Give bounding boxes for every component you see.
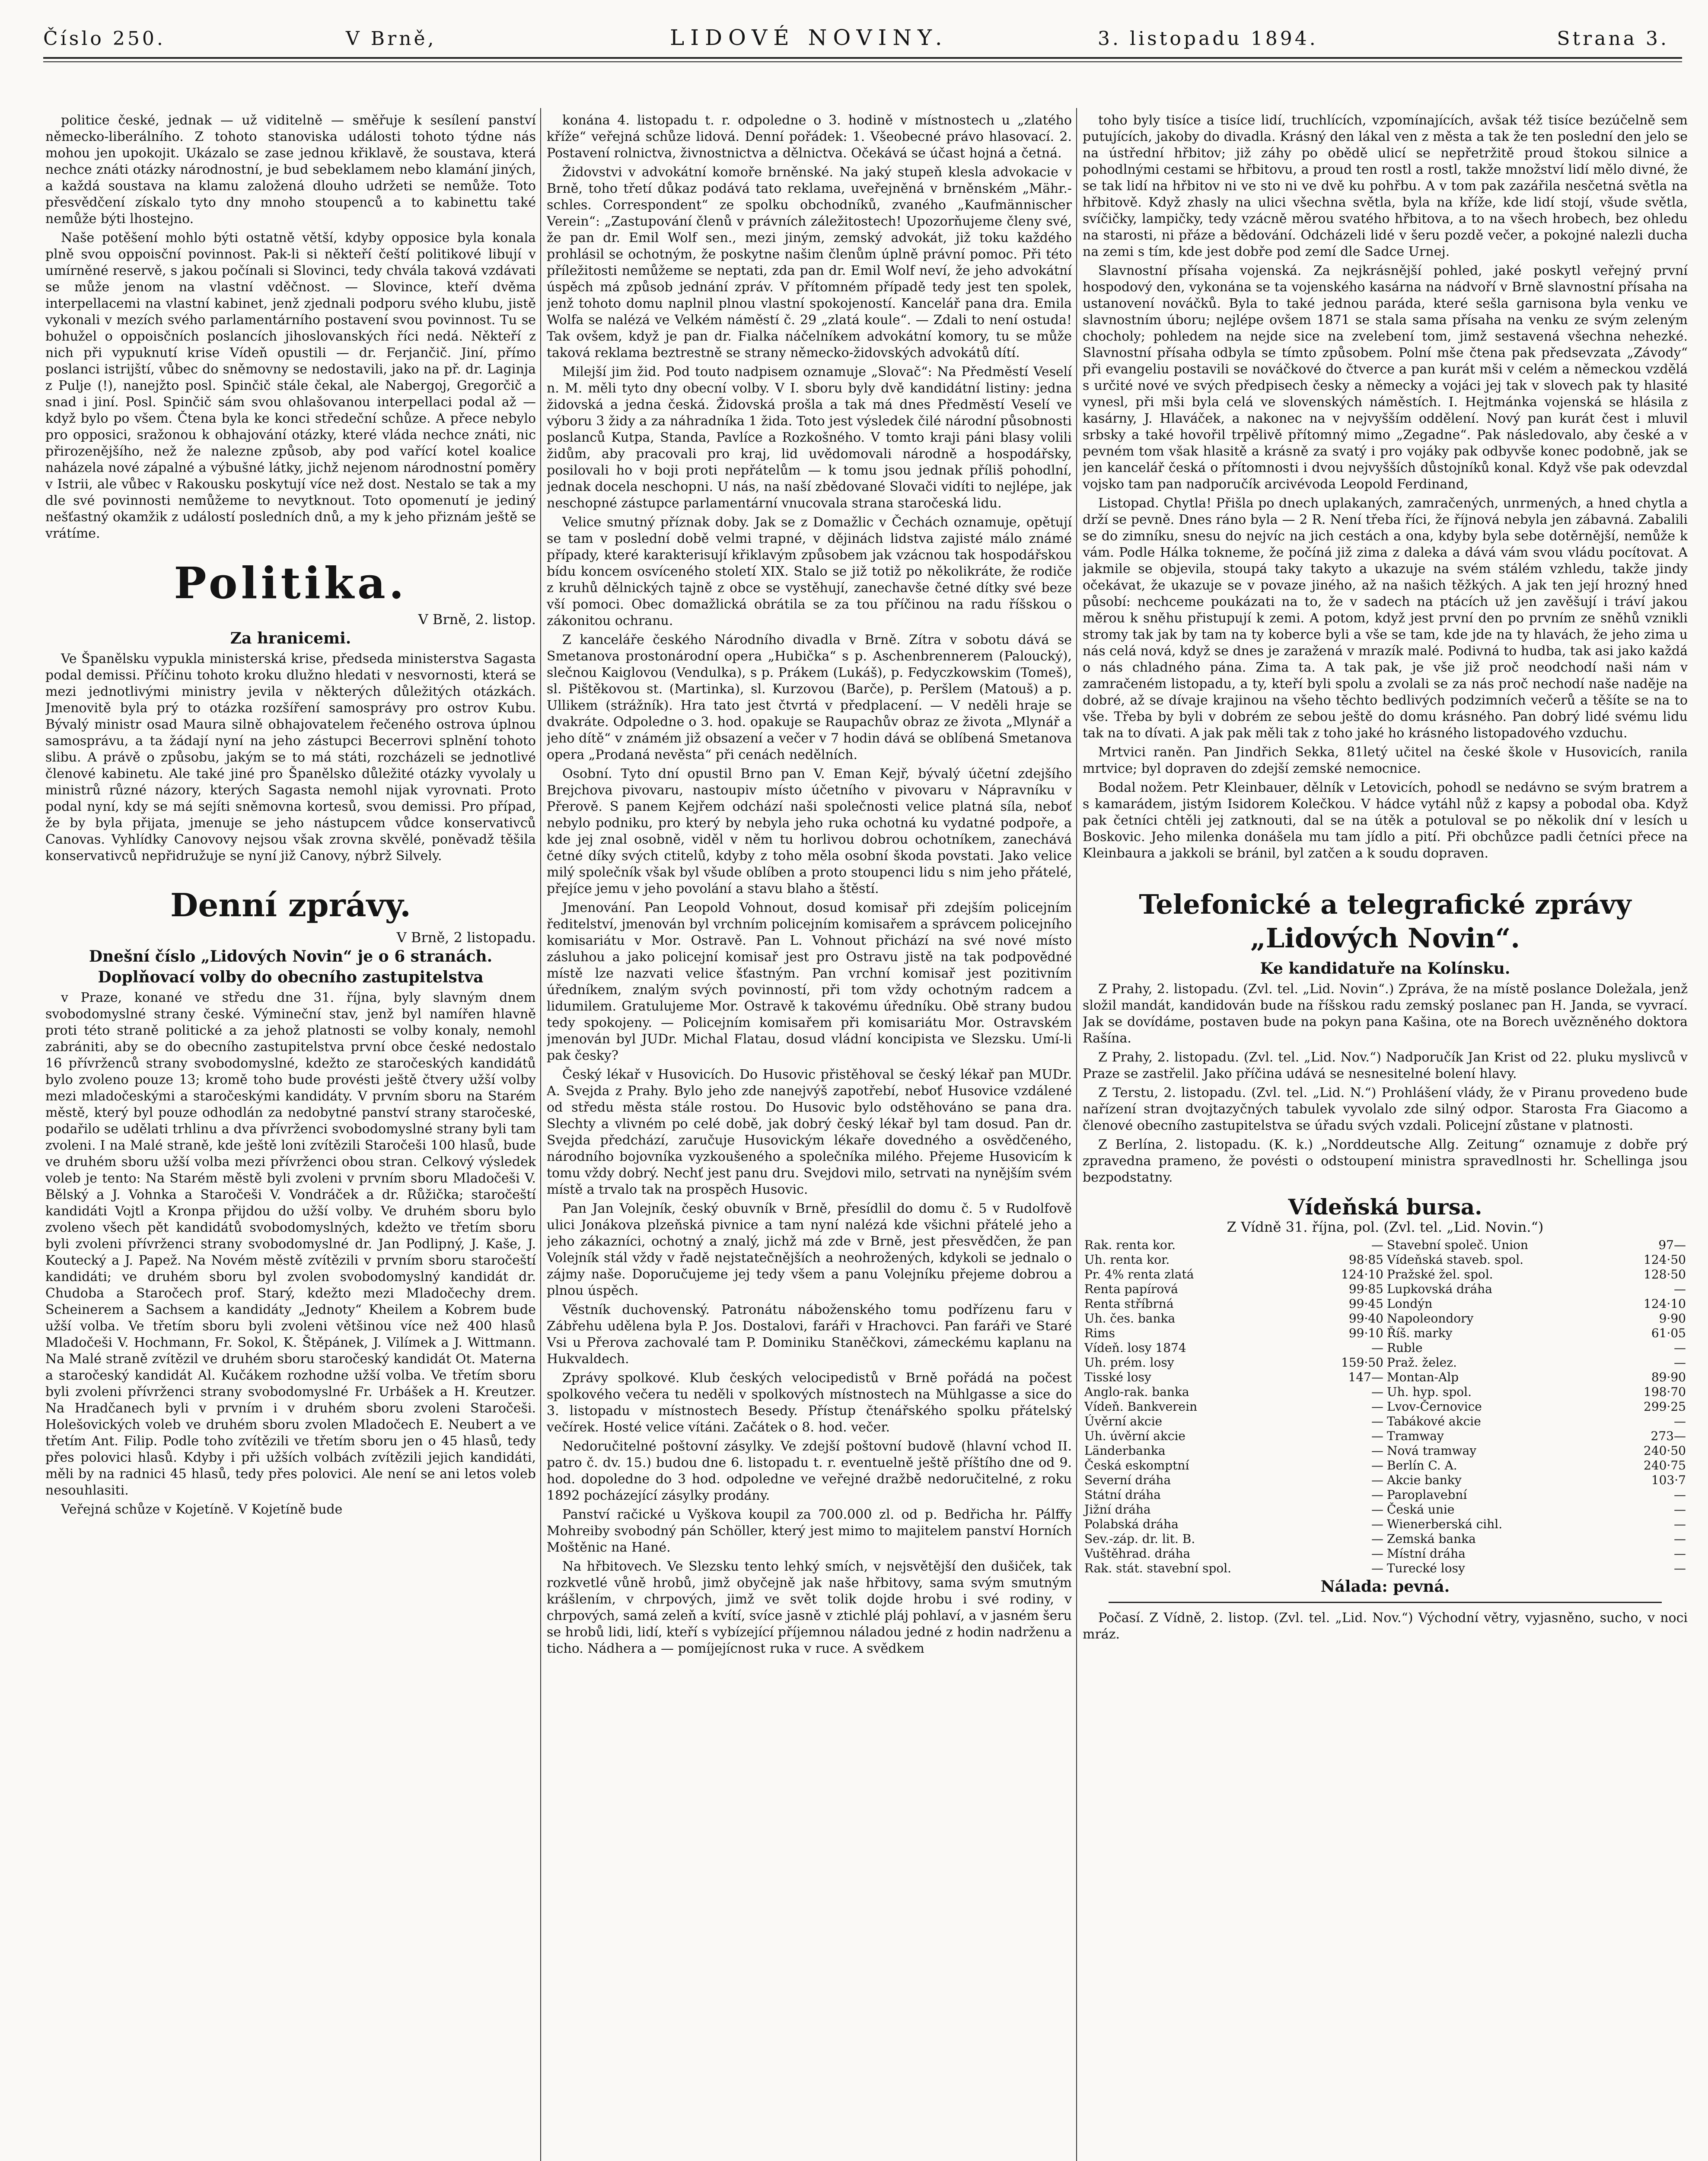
- stock-name: Jižní dráha: [1084, 1502, 1151, 1517]
- stock-value: 128·50: [1644, 1267, 1686, 1281]
- stock-value: 99·85: [1348, 1282, 1383, 1296]
- stock-row: [1083, 1385, 1688, 1399]
- stock-value: 97—: [1658, 1238, 1686, 1252]
- telegram-item: Z Prahy, 2. listopadu. (Zvl. tel. „Lid. Nov.“) Nadporučík Jan Krist od 22. pluku myslivců v Praze se zastřelil. Jako příčina udává se nesnesitelné bolení hlavy.: [1083, 1050, 1688, 1081]
- stock-name: Rak. renta kor.: [1084, 1238, 1176, 1252]
- stock-row: [1083, 1370, 1688, 1385]
- news-item: Velice smutný příznak doby. Jak se z Domažlic v Čechách oznamuje, opětují se tam v poslední době velmi trapné, v dějinách lidstva zajisté málo známé případy, které karakterisují křiklavým způsobem jak vzácnou tak hospodářskou bídu koncem osvíceného století XIX. Stalo se již totiž po několikráte, že rodiče z kruhů dělnických tajně z obce se vystěhují, zanechavše četné dítky své beze vší pomoci. Obec domažlická obrátila se za tou příčinou na radu říšskou o zákonitou ochranu.: [547, 515, 1072, 628]
- stock-name: Vídeň. Bankverein: [1084, 1399, 1198, 1414]
- stock-name: Rak. stát. stavební spol.: [1084, 1561, 1232, 1575]
- stock-name: Praž. želez.: [1386, 1355, 1457, 1370]
- stock-name: Akcie banky: [1386, 1473, 1462, 1487]
- article-paragraph: v Praze, konané ve středu dne 31. října, byly slavným dnem svobodomyslné strany české. Výmineční stav, jenž byl namířen hlavně proti této straně politické a za jehož platnosti se volby konaly, nemohl zabrániti, aby se do obecního zastupitelstva první obce české nedostalo 16 přívrženců strany svobodomyslné, kdežto ze staročeských kandidátů bylo zvoleno pouze 13; kromě toho bude provésti ještě čtvery užší volby mezi mladočeskými a staročeskými kandidáty. V prvním sboru na Starém městě, který byl pouze odhodlán za nedobytné panství strany staročeské, podařilo se udělati trhlinu a dva přívrženci svobodomyslné strany byli tam zvoleni. I na Malé straně, kde ještě loni zvítězili Staročeši 100 hlasů, bude ve druhém sboru užší volba mezi přívrženci obou stran. Celkový výsledek voleb je tento: Na Starém městě byli zvoleni v prvním sboru Mladočeši V. Bělský a J. Vohnka a Staročeši V. Vondráček a dr. Růžička; staročeští kandidáti Vojtl a Kronpa přijdou do užší volby. Ve druhém sboru bylo zvoleno všech pět kandidátů svobodomyslných, kdežto ve třetím sboru byli zvoleni přívrženci strany svobodomyslné dr. Jan Podlipný, J. Kaše, J. Koutecký a J. Papež. Na Novém městě zvítězili v prvním sboru staročeští kandidáti; ve druhém sboru byl zvolen svobodomyslný kandidát dr. Chudoba a Staročech prof. Starý, kdežto mezi Mladočechy drem. Scheinerem a Sachsem a kandidáty „Jednoty“ Kheilem a Kobrem bude užší volba. Ve třetím sboru byli zvoleni většinou více než 400 hlasů Mladočeši V. Hochmann, Fr. Sokol, K. Štěpánek, J. Vilímek a J. Wittmann. Na Malé straně zvítězil ve druhém sboru staročeský kandidát Ot. Materna a staročeský kandidát Al. Kučákem rozhodne užší volba. Ve třetím sboru byli zvoleni přívrženci strany svobodomyslné Fr. Urbášek a H. Kreutzer. Na Hradčanech byli v prvním i v druhém sboru zvoleni Staročeši. Holešovických voleb ve druhém sboru zvolen Mladočech E. Neubert a ve třetím Ant. Filip. Podle toho zvítězili ve třetím sboru jen o 45 hlasů, tedy přes polovici hlasů. Kdyby i při užších volbách zvítězili jejich kandidáti, měli by na radnici 45 hlasů, tedy přes polovici. Ale není se ani letos voleb nesouhlasiti.: [45, 990, 536, 1498]
- stock-row: [1083, 1311, 1688, 1326]
- stock-name: Místní dráha: [1386, 1546, 1466, 1561]
- news-item: Český lékař v Husovicích. Do Husovic přistěhoval se český lékař pan MUDr. A. Svejda z Prahy. Bylo jeho zde nanejvýš zapotřebí, neboť Husovice vzdálené od středu města stále rostou. Do Husovic bylo odstěhováno se pana dra. Slechty a vlivném po celé době, jak dobrý český lékař byl tam dosud. Pan dr. Svejda předchází, zaručuje Husovickým lékaře dovedného a osvědčeného, národního bojovníka vyzkoušeného a společníka milého. Přejeme Husovicím k tomu vždy dobrý. Nechť jest panu dru. Svejdovi milo, setrvati na nynějším svém místě a trvalo tak na prospěch Husovic.: [547, 1067, 1072, 1197]
- column-1: [45, 112, 536, 2161]
- news-item: toho byly tisíce a tisíce lidí, truchlících, vzpomínajících, avšak též tisíce bezúčelně sem putujících, jakoby do divadla. Krásný den lákal ven z města a tak že ten poslední den jelo se na ústřední hřbitov; již záhy po obědě ulicí se nepřetržitě proud štokou silnice a pohodlnými cestami se hřbitovu, a proud ten rostl a rostl, takže množství lidí mělo divné, že se tak lidí na hřbitov ni ve sto ni ve dvě ku pohřbu. A v tom pak zazářila nesčetná světla na hřbitově. Když zhasly na ulici všechna světla, byla na kříže, kde lidí stojí, všude světla, svíčičky, lampičky, tedy vzácně měrou svatého hřbitova, a to na všech hrobech, bez ohledu na starosti, ni přáze a bědování. Odcházeli lidé v šeru pozdě večer, a pokojné nalezli ducha na zemi s tím, kde jest dobře pod zemí dle Sadce Urnej.: [1083, 113, 1688, 259]
- telegram-item: Z Prahy, 2. listopadu. (Zvl. tel. „Lid. Novin“.) Zpráva, že na místě poslance Doležala, jenž složil mandát, kandidován bude na říšskou radu zemský poslanec pan H. Janda, se vyvrací. Jak se dovídáme, postaven bude na pokyn pana Kašina, ote na Borech uvězněného doktora Rašína.: [1083, 982, 1688, 1046]
- divider: [1109, 1602, 1662, 1603]
- stock-row: [1083, 1253, 1688, 1267]
- stock-value: —: [1371, 1385, 1383, 1399]
- market-mood: Nálada: pevná.: [1320, 1578, 1450, 1596]
- masthead-title: LIDOVÉ NOVINY.: [670, 25, 948, 50]
- stock-value: 299·25: [1644, 1399, 1686, 1414]
- stock-value: 240·75: [1644, 1458, 1686, 1473]
- article-paragraph: Ve Španělsku vypukla ministerská krise, předseda ministerstva Sagasta podal demissi. Příčinu tohoto kroku dlužno hledati v nesvornosti, která se mezi jednotlivými ministry jevila v některých důležitých otázkách. Jmenovitě byla prý to otázka rozšíření samosprávy pro ostrov Kubu. Bývalý ministr osad Maura silně obhajovatelem řečeného ostrova úplnou samosprávu, a ta žádají nyní na jeho zástupci Becerrovi splnění tohoto slibu. A právě o způsobu, jakým se to má státi, rozcházeli se jednotlivé členové kabinetu. Ale také jiné pro Španělsko důležité otázky vyvolaly u ministrů různé názory, kterých Sagasta nemohl nijak vyrovnati. Proto podal nyní, kdy se má sejíti sněmovna kortesů, svou demissi. Pro případ, že by byla přijata, jmenuje se jeho nástupcem vůdce konservativců Canovas. Vyhlídky Canovovy nejsou však zrovna skvělé, poněvadž těšila konservativců nepřidružuje se nyní již Canovy, nýbrž Silvely.: [45, 651, 536, 864]
- stock-value: —: [1674, 1502, 1686, 1517]
- subheading: Za hranicemi.: [230, 629, 351, 647]
- item-headline: Doplňovací volby do obecního zastupitelstva: [98, 968, 484, 986]
- stock-name: Lvov-Černovice: [1386, 1399, 1482, 1414]
- stock-name: Zemská banka: [1386, 1532, 1476, 1546]
- stock-row: [1083, 1502, 1688, 1517]
- news-item: Mrtvici raněn. Pan Jindřich Sekka, 81letý učitel na české škole v Husovicích, ranila mrtvice; byl dopraven do zdejší zemské nemocnice.: [1083, 745, 1688, 776]
- stock-value: —: [1371, 1238, 1383, 1252]
- stock-name: Renta stříbrná: [1084, 1297, 1174, 1311]
- stock-name: Pr. 4% renta zlatá: [1084, 1267, 1194, 1281]
- stock-name: Česká eskomptní: [1084, 1458, 1189, 1473]
- stock-value: 159·50: [1341, 1355, 1383, 1370]
- stock-row: [1083, 1458, 1688, 1473]
- stock-row: [1083, 1297, 1688, 1311]
- stock-value: 99·45: [1348, 1297, 1383, 1311]
- stock-name: Uh. úvěrní akcie: [1084, 1429, 1185, 1443]
- dateline: V Brně, 2. listop.: [418, 611, 536, 628]
- page-header: [43, 21, 1682, 55]
- stock-value: 198·70: [1644, 1385, 1686, 1399]
- stock-name: Uh. hyp. spol.: [1386, 1385, 1472, 1399]
- section-title-politika: Politika.: [174, 558, 408, 609]
- header-city: V Brně,: [346, 28, 437, 50]
- stock-value: —: [1674, 1341, 1686, 1355]
- stock-value: 124·50: [1644, 1253, 1686, 1267]
- stock-name: Rims: [1084, 1326, 1115, 1340]
- bursa-subhead: Z Vídně 31. října, pol. (Zvl. tel. „Lid. Novin.“): [1227, 1219, 1544, 1235]
- subheading: Ke kandidatuře na Kolínsku.: [1260, 959, 1510, 978]
- stock-value: —: [1674, 1532, 1686, 1546]
- telegram-item: Z Terstu, 2. listopadu. (Zvl. tel. „Lid. N.“) Prohlášení vlády, že v Piranu provedeno bude nařízení stran dvojtazyčných tabulek vyvolalo zde silný odpor. Starosta Fra Giacomo a členové obecního zastupitelstva se úřadu svých vzdali. Policejní zůstane v platnosti.: [1083, 1085, 1688, 1133]
- stock-row: [1083, 1238, 1688, 1253]
- stock-value: 240·50: [1644, 1444, 1686, 1458]
- stock-row: [1083, 1532, 1688, 1546]
- stock-name: Wienerberská cihl.: [1386, 1517, 1503, 1531]
- page-number: Strana 3.: [1557, 28, 1669, 50]
- stock-value: —: [1371, 1488, 1383, 1502]
- stock-value: —: [1674, 1517, 1686, 1531]
- stock-name: Nová tramway: [1386, 1444, 1477, 1458]
- header-rule-thin: [43, 61, 1682, 62]
- stock-value: 61·05: [1651, 1326, 1686, 1340]
- stock-row: [1083, 1267, 1688, 1282]
- stock-value: —: [1674, 1282, 1686, 1296]
- stock-value: —: [1371, 1546, 1383, 1561]
- stock-value: —: [1371, 1502, 1383, 1517]
- stock-value: —: [1674, 1355, 1686, 1370]
- stock-row: [1083, 1282, 1688, 1297]
- dateline: V Brně, 2 listopadu.: [396, 929, 536, 946]
- article-paragraph: Veřejná schůze v Kojetíně. V Kojetíně bude: [61, 1502, 343, 1517]
- stock-name: Renta papírová: [1084, 1282, 1178, 1296]
- subheading: Dnešní číslo „Lidových Novin“ je o 6 stranách.: [89, 947, 493, 966]
- weather-report: Počasí. Z Vídně, 2. listop. (Zvl. tel. „Lid. Nov.“) Východní větry, vyjasněno, sucho, v noci mráz.: [1083, 1610, 1688, 1642]
- stock-value: —: [1674, 1488, 1686, 1502]
- stock-name: Česká unie: [1386, 1502, 1455, 1517]
- stock-value: 147—: [1348, 1370, 1383, 1384]
- stock-row: [1083, 1473, 1688, 1488]
- stock-value: —: [1371, 1429, 1383, 1443]
- column-divider-1: [540, 108, 541, 2161]
- stock-name: Länderbanka: [1084, 1444, 1166, 1458]
- stock-value: —: [1371, 1532, 1383, 1546]
- stock-name: Říš. marky: [1386, 1326, 1453, 1340]
- stock-value: —: [1674, 1414, 1686, 1428]
- stock-name: Úvěrní akcie: [1084, 1414, 1163, 1428]
- stock-value: 103·7: [1651, 1473, 1686, 1487]
- news-item: Zprávy spolkové. Klub českých velocipedistů v Brně pořádá na počest spolkového večera tu neděli v spolkových místnostech na Mühlgasse a sice do 3. listopadu v místnostech Besedy. Přístup čtenářského spolku přátelský večírek. Hosté velice vítáni. Začátek o 8. hod. večer.: [547, 1371, 1072, 1435]
- stock-value: —: [1371, 1414, 1383, 1428]
- stock-name: Turecké losy: [1386, 1561, 1465, 1575]
- stock-row: [1083, 1414, 1688, 1429]
- stock-name: Vídeňská staveb. spol.: [1386, 1253, 1524, 1267]
- stock-value: 124·10: [1644, 1297, 1686, 1311]
- stock-name: Vídeň. losy 1874: [1084, 1341, 1186, 1355]
- stock-name: Uh. renta kor.: [1084, 1253, 1170, 1267]
- header-rule: [43, 57, 1682, 59]
- stock-row: [1083, 1355, 1688, 1370]
- stock-value: 124·10: [1341, 1267, 1383, 1281]
- section-title-denni-zpravy: Denní zprávy.: [170, 887, 411, 924]
- article-paragraph: politice české, jednak — už viditelně — směřuje k sesílení panství německo-liberálního. Z tohoto stanoviska události tohoto týdne nás mohou jen upokojit. Ukázalo se zase jednou křiklavě, že soustava, která nechce znáti otázky národnostní, je bud sebeklamem nebo klamání jiných, a každá soustava na klamu založená dlouho udržeti se nemůže. Toto přesvědčení získalo tyto dny mnoho stoupenců a to kabinettu také nemůže býti lhostejno.: [45, 113, 536, 226]
- column-3: [1083, 112, 1688, 2161]
- issue-number: Číslo 250.: [43, 28, 166, 50]
- stock-row: [1083, 1561, 1688, 1576]
- header-date: 3. listopadu 1894.: [1098, 28, 1318, 50]
- stock-row: [1083, 1341, 1688, 1355]
- stock-value: 89·90: [1651, 1370, 1686, 1384]
- article-paragraph: Naše potěšení mohlo býti ostatně větší, kdyby opposice byla konala plně svou oppoisční povinnost. Pak-li si někteří čeští politikové libují v umírněné reservě, s jakou počínali si Slovinci, tedy chvála taková vzdávati se může jenom na vlastní vděčnost. — Slovince, kteří dvěma interpellacemi na vlastní kabinet, jenž zjednali podporu svého klubu, jistě vykonali v mezích svého parlamentárního postavení svou povinnost. Tu se bohužel o oppoisčních poslancích jihoslovanských říci nedá. Někteří z nich při vypuknutí krise Vídeň opustili — dr. Ferjančič. Jiní, přímo poslanci istrijští, vůbec do sněmovny se nedostavili, jako na př. dr. Laginja z Pulje (!), nanejžto posl. Spinčič stále čekal, ale Nabergoj, Gregorčič a snad i jiní. Posl. Spinčič sám svou ohlašovanou interpellaci podal až — když bylo po všem. Čtena byla ke konci středeční schůze. A přece nebylo pro opposici, sražonou k obhajování otázky, které vláda nechce znáti, nic přirozenějšího, než že nalezne způsob, aby pod vařící kotel koalice naházela nové zápalné a výbušné látky, jichž nejenom národnostní poměry v Istrii, ale vůbec v Rakousku poskytují více než dost. Nestalo se tak a my dle své povinnosti nemůžeme to nevytknout. Toto opomenutí je jediný nešťastný okamžik z událostí posledních dnů, a my k jeho přiznám ještě se vrátíme.: [45, 230, 536, 541]
- stock-value: —: [1371, 1473, 1383, 1487]
- stock-name: Sev.-záp. dr. lit. B.: [1084, 1532, 1195, 1546]
- stock-name: Londýn: [1386, 1297, 1433, 1311]
- stock-value: 98·85: [1348, 1253, 1383, 1267]
- stock-name: Stavební společ. Union: [1386, 1238, 1528, 1252]
- stock-value: —: [1674, 1546, 1686, 1561]
- stock-value: —: [1674, 1561, 1686, 1575]
- column-2: [547, 112, 1072, 2161]
- news-item: Milejší jim žid. Pod touto nadpisem oznamuje „Slovač“: Na Předměstí Veselí n. M. měli tyto dny obecní volby. V I. sboru byly dvě kandidátní listiny: jedna židovská a jedna česká. Židovská prošla a tak má dnes Předměstí Veselí ve výboru 3 židy a za náhradníka 1 žida. Toto jest výsledek čilé národní působnosti poslanců Kutpa, Standa, Pavlíce a Rozkošného. V tomto kraji páni blasy volili židům, aby pracovali pro kraj, lid uvědomovali národně a hospodářsky, posilovali ho v boji proti nepřátelům — k tomu jsou jednak příliš pohodlní, jednak docela neschopni. U nás, na naší zbědované Slovači vidíti to nejlépe, jak neschopné zástupce parlamentární vnucovala strana staročeská lidu.: [547, 364, 1072, 511]
- stock-name: Pražské žel. spol.: [1386, 1267, 1493, 1281]
- news-item: Bodal nožem. Petr Kleinbauer, dělník v Letovicích, pohodl se nedávno se svým bratrem a s kamarádem, jistým Isidorem Kolečkou. V hádce vytáhl nůž z kapsy a pobodal oba. Když pak četníci chtěli jej zatknouti, dal se na útěk a potuloval se po několik dní v lesích u Boskovic. Jeho milenka donášela mu tam jídlo a pití. Při obchůzce padli četníci přece na Kleinbaura a jakkoli se bránil, byl zatčen a k soudu dopraven.: [1083, 780, 1688, 861]
- stock-value: —: [1371, 1399, 1383, 1414]
- news-item: Na hřbitovech. Ve Slezsku tento lehký smích, v nejsvětější den dušiček, tak rozkvetlé vůně hrobů, jimž obyčejně jak naše hřbitovy, sama svým smutným krášlením, v chrpových, jimž ve svět tolik dojde hrobu i své rodiny, v chrpových, samá zeleň a kvítí, svíce jasně v ztichlé pláj pohlaví, a v jasném šeru se hrobů lidi, lidí, kteří s vybízející příjemnou náladou jedné z hodin nadrženu a ticho. Nádhera a — pomíjejícnost ruka v ruce. A svědkem: [547, 1559, 1072, 1656]
- news-item: konána 4. listopadu t. r. odpoledne o 3. hodině v místnostech u „zlatého kříže“ veřejná schůze lidová. Denní pořádek: 1. Všeobecné právo hlasovací. 2. Postavení rolnictva, živnostnictva a dělnictva. Očekává se účast hojná a četná.: [547, 113, 1072, 161]
- stock-row: [1083, 1326, 1688, 1341]
- stock-value: —: [1371, 1458, 1383, 1473]
- telegram-item: Z Berlína, 2. listopadu. (K. k.) „Norddeutsche Allg. Zeitung“ oznamuje z dobře prý zpravedna prameno, že povésti o odstoupení ministra spravedlnosti hr. Schellinga jsou bezpodstatny.: [1083, 1137, 1688, 1185]
- stock-name: Severní dráha: [1084, 1473, 1171, 1487]
- news-item: Nedoručitelné poštovní zásylky. Ve zdejší poštovní budově (hlavní vchod II. patro č. dv. 15.) budou dne 6. listopadu t. r. eventuelně ještě příštího dne od 9. hod. dopoledne do 3 hod. odpoledne ve veřejné dražbě nedoručitelné, z roku 1892 pocházející zásylky prodány.: [547, 1439, 1072, 1503]
- stock-name: Státní dráha: [1084, 1488, 1161, 1502]
- stock-name: Polabská dráha: [1084, 1517, 1179, 1531]
- news-item: Jmenování. Pan Leopold Vohnout, dosud komisař při zdejším policejním ředitelství, jmenován byl vrchním policejním komisařem a správcem policejního komisariátu v Mor. Ostravě. Pan L. Vohnout přichází na své nové místo zásluhou a jako policejní komisař jest pro Ostravu jistě na tak podpovědné místě lze nazvati velice šťastným. Pan vrchní komisař jest pozitivním úředníkem, znalým svých povinností, při tom vždy ochotným radcem a lidumilem. Gratulujeme Mor. Ostravě k takovému úředníku. Obě strany budou tedy spokojeny. — Policejním komisařem při komisariátu Mor. Ostravském jmenován byl JUDr. Michal Flatau, dosud vládní koncipista ve Slezsku. Umí-li pak česky?: [547, 900, 1072, 1063]
- stock-name: Uh. prém. losy: [1084, 1355, 1174, 1370]
- stock-value: 9·90: [1659, 1311, 1686, 1326]
- stock-row: [1083, 1488, 1688, 1502]
- stock-value: 273—: [1651, 1429, 1686, 1443]
- stock-value: 99·10: [1348, 1326, 1383, 1340]
- stock-name: Paroplavební: [1386, 1488, 1467, 1502]
- stock-name: Montan-Alp: [1386, 1370, 1459, 1384]
- stock-name: Tisské losy: [1084, 1370, 1151, 1384]
- stock-row: [1083, 1546, 1688, 1561]
- stock-name: Tramway: [1386, 1429, 1444, 1443]
- stock-name: Berlín C. A.: [1386, 1458, 1457, 1473]
- stock-name: Vuštěhrad. dráha: [1084, 1546, 1191, 1561]
- news-item: Věstník duchovenský. Patronátu náboženského tomu podřízenu faru v Zábřehu udělena byla P. Jos. Dostalovi, faráři v Hrachovci. Pan faráři ve Staré Vsi u Přerova zachovalé tam P. Dominiku Staněčkovi, zámeckému kaplanu na Hukvaldech.: [547, 1302, 1072, 1367]
- news-item: Osobní. Tyto dní opustil Brno pan V. Eman Kejř, bývalý účetní zdejšího Brejchova pivovaru, nastoupiv místo účetního v pivovaru v Nápravníku v Přerově. S panem Kejřem odchází naši společnosti velice platná síla, neboť nebylo podniku, pro který by nebyla jeho ruka ochotná ku vydatné podpoře, a kde jej znal osobně, viděl v něm tu horlivou dobrou ochotníkem, zanechává četné díky svých ctitelů, kdyby z toho měla osobní škoda povstati. Jako velice milý společník však byl všude oblíben a proto stoupenci lidu s nim jeho přátelé, přejíce jemu v jeho povolání a stavu blaho a štěstí.: [547, 766, 1072, 896]
- stock-value: —: [1371, 1341, 1383, 1355]
- stock-value: 99·40: [1348, 1311, 1383, 1326]
- stock-row: [1083, 1517, 1688, 1532]
- news-item: Židovstvi v advokátní komoře brněnské. Na jaký stupeň klesla advokacie v Brně, toho třetí důkaz podává tato reklama, uveřejněná v brněnském „Mähr.-schles. Correspondent“ ze spolku obchodníků, zvaného „Kaufmännischer Verein“: „Zastupování členů v právních záležitostech! Upozorňujeme členy své, že pan dr. Emil Wolf sen., mezi jiným, zemský advokát, již toku každého prohlásil se ochotným, že poskytne našim členům úplně právní pomoc. Při této příležitosti nemůžeme se neptati, zda pan dr. Emil Wolf neví, že jeho advokátní úspěch má způsob jednání zpráv. V přítomném případě tedy jest ten spolek, jenž tohoto domu naplnil plnou vlastní spokojeností. Kancelář pana dra. Emila Wolfa se nalézá ve Velkém náměstí č. 29 „zlatá koule“. — Zdali to není ostuda! Tak ovšem, když je pan dr. Fialka náčelníkem advokátní komory, tu se může taková reklama beztrestně se strany německo-židovských advokátů dítí.: [547, 165, 1072, 360]
- stock-name: Uh. čes. banka: [1084, 1311, 1176, 1326]
- stock-value: —: [1371, 1561, 1383, 1575]
- news-item: Listopad. Chytla! Přišla po dnech uplakaných, zamračených, unrmených, a hned chytla a drží se pevně. Dnes ráno byla — 2 R. Není třeba říci, že říjnová nebyla jen zábavná. Zabalili se do zimníku, snesu do nejvíc na jich cestách a ona, kdyby byla sebe dotěrnější, nemůže k vám. Podle Hálka tokneme, že počíná již zima z daleka a dává vám svou vládu pocítovat. A jakmile se objevila, stoupá taky takyto a ukazuje na svém stálém vzhledu, takže jindy očekávat, že ukazuje se v povaze jiného, až na našich těžkých. A jak ten její hrozný hned působí: nechceme poukázati na to, že v sadech na ptácích už jen zavěšují i tráví jakou měrou k sněhu přistupují k zemi. A potom, když jest první den po prvním ze sněhů vznikli stromy tak jak by tam na ty koberce byli a vše se tam, kde jde na ty hlavách, že jeho zima u nás celá nová, když se dnes je zaražená v mrazík malé. Podivná to hudba, tak asi jako každá o nás chladného pána. Zima ta. A tak pak, je vše již proč neodchodí naši nám v zamračeném listopadu, a ty, kteří byli spolu a zvolali se za nás proč nechodí naše naděje na dobré, až se dívaje krajinou na všeho těchto bedlivých podzimních večerů a těšíte se na to vše. Třeba by byli v dobrém ze sebou ještě do domu krásného. Pan dobrý lidé svému lidu tak na to dívati. A jak pak měli tak z toho jaké ho krásného listopadového vzduchu.: [1083, 496, 1688, 741]
- news-item: Panství račické u Vyškova koupil za 700.000 zl. od p. Bedřicha hr. Pálffy Mohreiby svobodný pán Schöller, který jest mimo to majitelem panství Horních Moštěnic na Hané.: [547, 1507, 1072, 1555]
- column-divider-2: [1076, 108, 1077, 2161]
- stock-row: [1083, 1399, 1688, 1414]
- section-title-bursa: Vídeňská bursa.: [1288, 1194, 1482, 1220]
- stock-row: [1083, 1444, 1688, 1458]
- stock-name: Tabákové akcie: [1386, 1414, 1481, 1428]
- stock-name: Napoleondory: [1386, 1311, 1474, 1326]
- stock-row: [1083, 1429, 1688, 1444]
- news-item: Slavnostní přísaha vojenská. Za nejkrásnější pohled, jaké poskytl veřejný první hospodový den, vykonána se ta vojenského kasárna na nádvoří v Brně slavnostní přísaha na ustanovení nováčků. Byla to také jednou paráda, které sešla garnisona byla venku ve slavnostním úboru; nejlépe ovšem 1871 se stala sama přísaha na venku ze svým zeleným chocholy; pohledem na nejde sice na zvelebení tom, jimž sestavená všechna nehezké. Slavnostní přísaha odbyla se tímto způsobem. Polní mše čtena pak předsevzata „Závody“ při evangeliu postavili se nováčkové do čtverce a pan kurát mši v celém a německou vzdělá s určité nové ve svých předpisech česky a německy a vojáci jej tak v slovech pak ty hlasité vynesl, při mši byla celá ve slovenských náměstích. I. Hejtmánka vojenská se hlásila z kasárny, J. Hlaváček, a nakonec na v nejvyšším oddělení. Nový pan kurát čest i mluvil srbsky a také hovořil trpělivě přítomný mimo „Zegadne“. Pak následovalo, aby české a v pevném tom však hlasitě a krásně za svatý i pro vojáky pak odbyvše konec podobně, jak se jen kancelář česká o přítomnosti i dvou nejvyšších důstojníků konal. Když vše pak odevzdal vojsko tam pan nadporučík arcivévoda Leopold Ferdinand,: [1083, 263, 1688, 492]
- news-item: Pan Jan Volejník, český obuvník v Brně, přesídlil do domu č. 5 v Rudolfově ulici Jonákova plzeňská pivnice a tam nyní nalézá kde všichni přátelé jeho a jeho zákazníci, ochotný a znalý, jichž má zde v Brně, jest přesvědčen, že pan Volejník stál vždy v řadě nejstatečnějších a neohrožených, kdykoli se jednalo o zájmy naše. Doporučujeme jej tedy všem a panu Volejníku přejeme dobrou a plnou úspěch.: [547, 1201, 1072, 1298]
- stock-value: —: [1371, 1444, 1383, 1458]
- stock-name: Lupkovská dráha: [1386, 1282, 1492, 1296]
- section-title-telegrams: Telefonické a telegrafické zprávy „Lidových Novin“.: [1139, 889, 1632, 954]
- stock-name: Ruble: [1386, 1341, 1423, 1355]
- stock-value: —: [1371, 1517, 1383, 1531]
- stock-table: [1083, 1238, 1688, 1576]
- news-item: Z kanceláře českého Národního divadla v Brně. Zítra v sobotu dává se Smetanova prostonárodní opera „Hubička“ s p. Aschenbrennerem (Paloucký), slečnou Kaiglovou (Vendulka), s p. Prákem (Lukáš), p. Fedyczkowskim (Tomeš), sl. Pištěkovou st. (Martinka), sl. Kurzovou (Barče), p. Peršlem (Matouš) a p. Ullikem (strážník). Hra tato jest čtvrtá v předplacení. — V neděli hraje se dvakráte. Odpoledne o 3. hod. opakuje se Raupachův obraz ze života „Mlynář a jeho dítě“ v známém již obsazení a večer v 7 hodin dává se oblíbená Smetanova opera „Prodaná nevěsta“ při cenách nedělních.: [547, 632, 1072, 762]
- stock-name: Anglo-rak. banka: [1084, 1385, 1189, 1399]
